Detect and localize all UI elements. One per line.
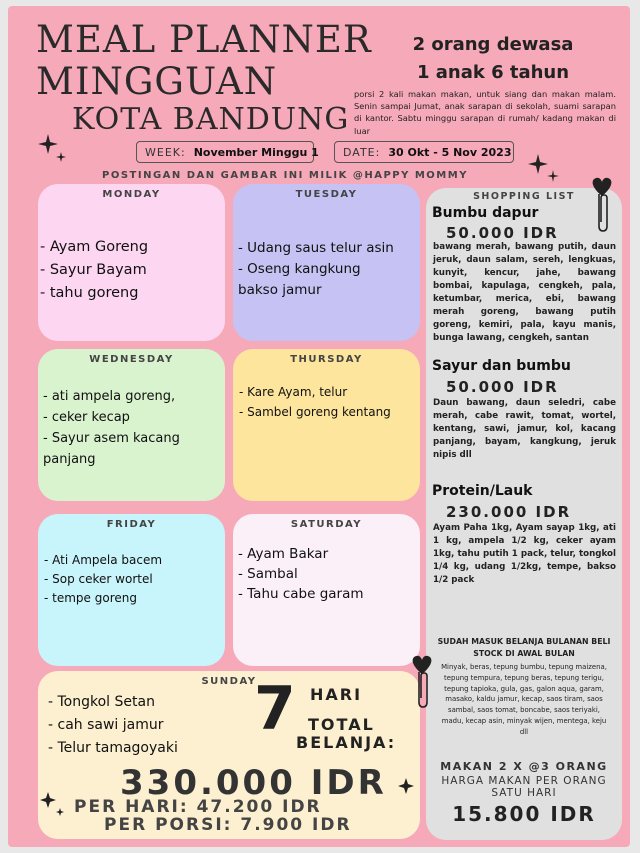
section-price: 50.000 IDR xyxy=(446,378,559,396)
monthly-heading: SUDAH MASUK BELANJA BULANAN BELI STOCK DI AWAL BULAN xyxy=(437,637,611,658)
heart-paperclip-icon xyxy=(408,654,436,710)
menu-item: - Sayur Bayam xyxy=(40,262,147,278)
cost-per-portion: PER PORSI: 7.900 IDR xyxy=(104,815,352,835)
menu-item: - Udang saus telur asin xyxy=(238,240,394,256)
shopping-list-panel xyxy=(426,188,622,840)
day-card-wednesday xyxy=(38,349,225,501)
day-title: FRIDAY xyxy=(106,519,157,530)
section-price: 230.000 IDR xyxy=(446,503,572,521)
day-card-saturday xyxy=(233,514,420,666)
meal-frequency: MAKAN 2 X @3 ORANG xyxy=(440,760,608,773)
menu-item: - cah sawi jamur xyxy=(48,717,164,733)
menu-item: - Sop ceker wortel xyxy=(44,572,153,586)
date-value: 30 Okt - 5 Nov 2023 xyxy=(388,145,512,159)
shopping-list-title: SHOPPING LIST xyxy=(473,191,575,202)
week-field xyxy=(136,141,319,163)
title-line-3: KOTA BANDUNG xyxy=(72,102,350,137)
title-line-1: MEAL PLANNER xyxy=(36,18,372,61)
day-card-sunday xyxy=(38,671,420,839)
sparkle-icon xyxy=(38,790,68,820)
day-title: THURSDAY xyxy=(290,354,363,365)
day-card-thursday xyxy=(233,349,420,501)
section-items: bawang merah, bawang putih, daun jeruk, daun salam, sereh, lengkuas, kunyit, kencur, jahe, bawang bombai, kapulaga, cengkeh, pala, ketumbar, merica, ebi, bawang merah goreng, bawang putih goreng, kemiri, pala, kayu manis, bunga lawang, cengkeh, santan xyxy=(433,242,616,343)
title-line-2: MINGGUAN xyxy=(36,60,278,103)
section-items: Ayam Paha 1kg, Ayam sayap 1kg, ati 1 kg, ampela 1/2 kg, ceker ayam 1kg, tahu putih 1 pack, telur, tongkol 1/4 kg, udang 1/2kg, tempe, bakso 1/2 pack xyxy=(433,523,616,585)
menu-item: - Ayam Bakar xyxy=(238,546,329,562)
day-card-monday xyxy=(38,184,225,341)
day-title: SATURDAY xyxy=(290,519,363,530)
menu-item: - ceker kecap xyxy=(43,410,130,425)
section-price: 50.000 IDR xyxy=(446,224,559,242)
day-title: SUNDAY xyxy=(201,676,257,687)
meal-price: 15.800 IDR xyxy=(452,802,596,826)
section-heading: Sayur dan bumbu xyxy=(432,358,571,374)
family-adults: 2 orang dewasa xyxy=(412,34,574,55)
week-label: WEEK: xyxy=(145,145,186,159)
menu-item: - Ati Ampela bacem xyxy=(44,553,163,567)
menu-item: - Telur tamagoyaki xyxy=(48,740,178,756)
menu-item: - ati ampela goreng, xyxy=(43,389,176,404)
menu-item: - Sambel goreng kentang xyxy=(239,405,391,419)
meal-planner-page xyxy=(8,6,630,847)
cost-per-day: PER HARI: 47.200 IDR xyxy=(74,797,322,817)
family-child: 1 anak 6 tahun xyxy=(416,62,570,83)
week-value: November Minggu 1 xyxy=(193,145,319,159)
day-title: MONDAY xyxy=(102,189,161,200)
days-label: HARI xyxy=(310,685,363,704)
day-card-tuesday xyxy=(233,184,420,341)
section-heading: Bumbu dapur xyxy=(432,205,539,221)
belanja-label: BELANJA: xyxy=(296,733,397,752)
menu-item: - Oseng kangkung xyxy=(238,261,361,277)
menu-item: - Tahu cabe garam xyxy=(238,586,364,602)
sparkle-icon xyxy=(526,152,562,188)
meal-price-label: HARGA MAKAN PER ORANG SATU HARI xyxy=(441,775,607,799)
section-items: Daun bawang, daun seledri, cabe merah, cabe rawit, tomat, wortel, kentang, sawi, jamur, kol, kacang panjang, bayam, kangkung, jeruk nipis dll xyxy=(433,398,616,460)
sparkle-icon xyxy=(36,132,70,166)
grand-total: 330.000 IDR xyxy=(120,763,387,803)
menu-item: - Tongkol Setan xyxy=(48,694,155,710)
menu-item: - Ayam Goreng xyxy=(40,239,149,255)
menu-item: - tahu goreng xyxy=(40,285,139,301)
menu-item: panjang xyxy=(43,452,96,467)
date-label: DATE: xyxy=(343,145,381,159)
menu-item: bakso jamur xyxy=(238,282,322,298)
day-card-friday xyxy=(38,514,225,666)
plan-description: porsi 2 kali makan makan, untuk siang dan makan malam. Senin sampai Jumat, anak sarapan di sekolah, suami sarapan di kantor. Sabtu minggu sarapan di rumah/ kadang makan di luar xyxy=(354,89,616,136)
total-label: TOTAL xyxy=(308,715,375,734)
sparkle-icon xyxy=(396,776,416,796)
heart-paperclip-icon xyxy=(588,174,616,234)
day-title: WEDNESDAY xyxy=(89,354,174,365)
day-title: TUESDAY xyxy=(295,189,358,200)
section-heading: Protein/Lauk xyxy=(432,483,533,499)
menu-item: - Sayur asem kacang xyxy=(43,431,180,446)
menu-item: - tempe goreng xyxy=(44,591,137,605)
monthly-items: Minyak, beras, tepung bumbu, tepung maizena, tepung tempura, tepung beras, tepung terigu, tepung tapioka, gula, gas, galon aqua, garam, masako, kaldu jamur, kecap, saos tiram, saos sambal, saos tomat, boncabe, saos teriyaki, madu, kecap asin, minyak wijen, mentega, keju dll xyxy=(441,663,607,736)
menu-item: - Sambal xyxy=(238,566,298,582)
menu-item: - Kare Ayam, telur xyxy=(239,385,348,399)
date-field xyxy=(334,141,514,163)
ownership-notice: POSTINGAN DAN GAMBAR INI MILIK @HAPPY MOMMY xyxy=(102,170,468,181)
days-count: 7 xyxy=(254,674,296,744)
